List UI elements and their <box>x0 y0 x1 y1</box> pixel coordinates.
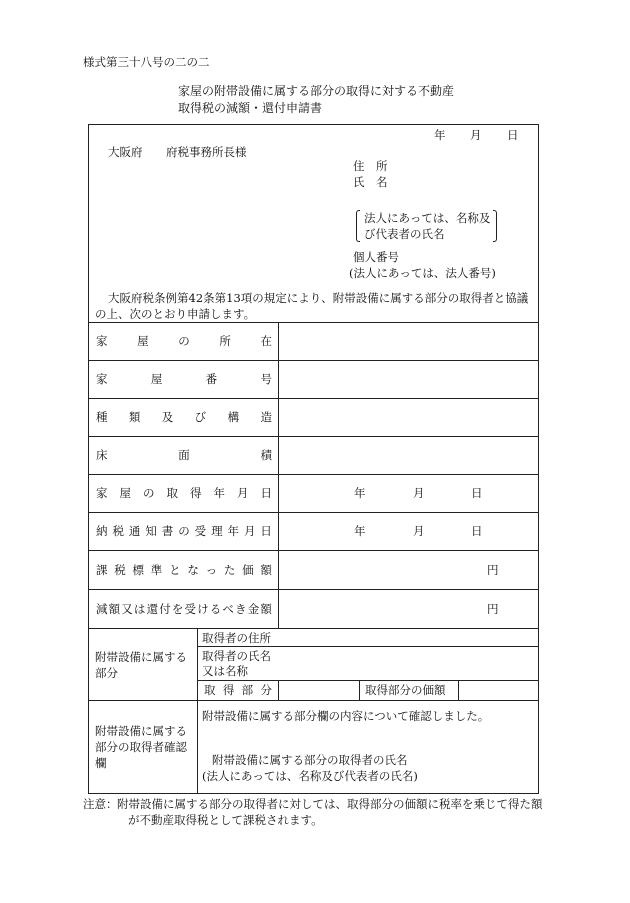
attached-section-line-2: 部分 <box>95 666 118 680</box>
corp-name-note-line-2: び代表者の氏名 <box>364 227 445 241</box>
form-number: 様式第三十八号の二の二 <box>83 55 210 69</box>
declaration-line-2: の上、次のとおり申請します。 <box>95 307 256 321</box>
declaration-line-1: 大阪府税条例第42条第13項の規定により、附帯設備に属する部分の取得者と協議 <box>108 291 529 305</box>
acquirer-name-label-line-1: 取得者の氏名 <box>202 649 271 663</box>
corp-name-note-line-1: 法人にあっては、名称及 <box>364 211 491 225</box>
grid-line <box>458 680 459 700</box>
acquired-value-value[interactable] <box>460 682 536 698</box>
confirm-signer-line-2: (法人にあっては、名称及び代表者の氏名) <box>202 769 418 783</box>
row-label-notice-receipt-date: 納 税 通 知 書 の 受 理 年 月 日 <box>96 524 272 538</box>
value-location[interactable] <box>282 326 534 356</box>
row-label-house-number: 家 屋 番 号 <box>96 372 272 386</box>
notice-year-label: 年 <box>354 524 366 538</box>
date-day-label: 日 <box>507 128 519 142</box>
grid-line <box>88 512 539 513</box>
grid-line <box>278 322 279 628</box>
acquirer-name-label-line-2: 又は名称 <box>202 664 248 678</box>
acquisition-month-label: 月 <box>413 486 425 500</box>
title-line-2: 取得税の減額・還付申請書 <box>178 101 323 115</box>
notice-month-label: 月 <box>413 524 425 538</box>
grid-line <box>88 360 539 361</box>
value-type-structure[interactable] <box>282 402 534 432</box>
grid-line <box>88 700 539 701</box>
applicant-name-label: 氏 名 <box>353 175 388 189</box>
grid-line <box>278 680 279 700</box>
acquirer-address-value[interactable] <box>280 630 536 645</box>
value-floor-area[interactable] <box>282 440 534 470</box>
confirm-signer-line-1: 附帯設備に属する部分の取得者の氏名 <box>212 753 408 767</box>
confirm-statement: 附帯設備に属する部分欄の内容について確認しました。 <box>202 709 490 723</box>
acquisition-year-label: 年 <box>354 486 366 500</box>
acquired-value-label: 取得部分の価額 <box>365 683 446 697</box>
refund-amount-unit: 円 <box>487 602 499 616</box>
grid-line <box>88 322 539 323</box>
note-prefix: 注意： <box>83 797 118 811</box>
personal-number-label: 個人番号 <box>353 250 399 264</box>
grid-line <box>197 700 198 794</box>
addressee-office: 府税事務所長様 <box>166 145 247 159</box>
grid-line <box>88 474 539 475</box>
grid-line <box>88 436 539 437</box>
note-line-1: 附帯設備に属する部分の取得者に対しては、取得部分の価額に税率を乗じて得た額 <box>117 797 543 811</box>
confirm-label-line-2: 部分の取得者確認 <box>95 740 187 754</box>
grid-line <box>88 589 539 590</box>
row-label-type-structure: 種 類 及 び 構 造 <box>96 410 272 424</box>
value-house-number[interactable] <box>282 364 534 394</box>
row-label-acquisition-date: 家 屋 の 取 得 年 月 日 <box>96 486 272 500</box>
row-label-floor-area: 床 面 積 <box>96 448 272 462</box>
acquired-part-value[interactable] <box>280 682 357 698</box>
acquirer-address-label: 取得者の住所 <box>202 631 271 645</box>
grid-line <box>197 628 198 700</box>
notice-day-label: 日 <box>471 524 483 538</box>
taxable-value-unit: 円 <box>487 563 499 577</box>
grid-line <box>197 646 539 647</box>
note-line-2: が不動産取得税として課税されます。 <box>128 813 323 827</box>
grid-line <box>197 680 539 681</box>
acquirer-name-value[interactable] <box>280 648 536 678</box>
confirm-label-line-3: 欄 <box>95 756 107 770</box>
addressee-prefecture: 大阪府 <box>108 145 143 159</box>
grid-line <box>88 398 539 399</box>
note-bracket-left <box>356 210 360 242</box>
row-label-taxable-value: 課 税 標 準 と な っ た 価 額 <box>96 563 272 577</box>
date-year-label: 年 <box>434 128 446 142</box>
grid-line <box>88 628 539 629</box>
note-bracket-right <box>493 210 497 242</box>
date-month-label: 月 <box>470 128 482 142</box>
acquisition-day-label: 日 <box>471 486 483 500</box>
confirm-label-line-1: 附帯設備に属する <box>95 724 187 738</box>
acquired-part-label: 取 得 部 分 <box>204 683 272 697</box>
attached-section-line-1: 附帯設備に属する <box>95 650 187 664</box>
title-line-1: 家屋の附帯設備に属する部分の取得に対する不動産 <box>178 84 455 98</box>
applicant-address-label: 住 所 <box>353 159 388 173</box>
row-label-location: 家 屋 の 所 在 <box>96 334 272 348</box>
corp-number-note: (法人にあっては、法人番号) <box>349 266 496 280</box>
grid-line <box>88 550 539 551</box>
grid-line <box>359 680 360 700</box>
row-label-refund-amount: 減 額 又 は 還 付 を 受 け る べ き 金 額 <box>96 602 272 616</box>
